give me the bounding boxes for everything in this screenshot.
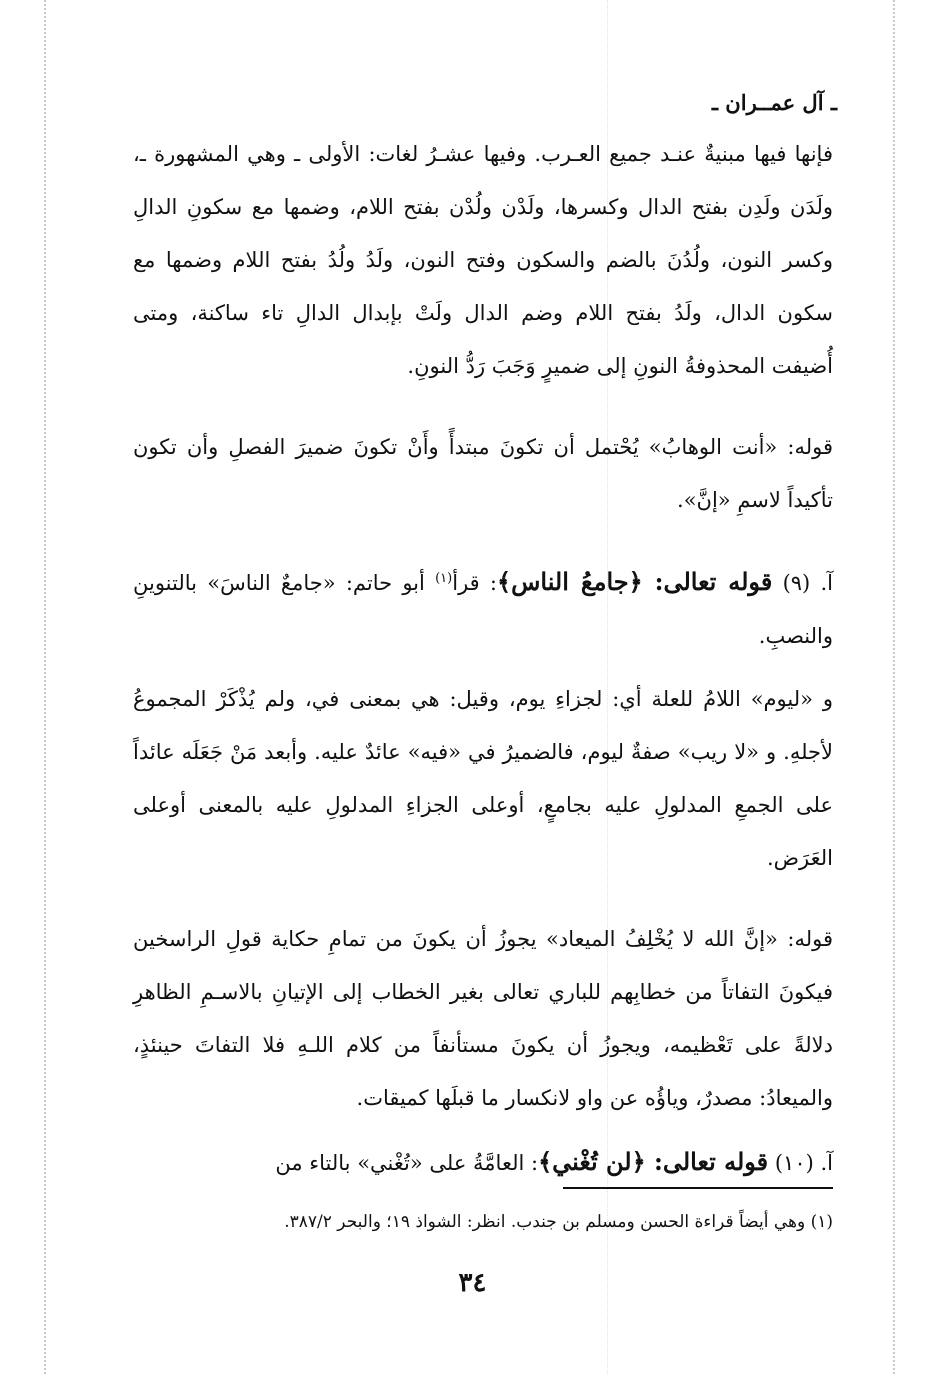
verse-heading: قوله تعالى: ﴿جامعُ الناس﴾: [497, 567, 773, 596]
paragraph-2: قوله: «أنت الوهابُ» يُحْتمل أن تكونَ مبتدأً وأَنْ تكونَ ضميرَ الفصلِ وأن تكون تأكيداً لاسمِ «إنَّ».: [133, 435, 833, 512]
paragraph-5: قوله: «إنَّ الله لا يُخْلِفُ الميعاد» يجوزُ أن يكونَ من تمامِ حكاية قولِ الراسخين فيكونَ التفاتاً من خطابِهم للباري تعالى بغير الخطاب إلى الإتيانِ بالاسـمِ الظاهرِ دلالةً على تَعْظيمه، ويجوزُ أن يكونَ مستأنفاً من كلام اللـهِ فلا التفاتَ حينئذٍ، والميعادُ: مصدرٌ، وياؤُه عن واو لانكسار ما قبلَها كميقات.: [133, 927, 833, 1110]
verse-heading: قوله تعالى: ﴿لن تُغْني﴾: [538, 1147, 769, 1176]
running-head: ـ آل عمــران ـ: [711, 90, 837, 115]
footnote-marker[interactable]: (١): [435, 571, 453, 586]
main-text: [133, 128, 833, 1190]
footnote: (١) وهي أيضاً قراءة الحسن ومسلم بن جندب. انظر: الشواذ ١٩؛ والبحر ٣٨٧/٢.: [284, 1212, 833, 1232]
verse-number: آ. (٩): [782, 571, 833, 595]
paragraph-1: فإنها فيها مبنيةٌ عنـد جميع العـرب. وفيها عشـرُ لغات: الأولى ـ وهي المشهورة ـ، ولَدَن ولَدِن بفتح الدال وكسرها، ولَدْن ولُدْن بفتح اللام، وضمها مع سكونِ الدالِ وكسر النون، ولُدُنَ بالضم والسكون وفتح النون، ولَدُ ولُدُ بفتح اللام وضمها مع سكون الدال، ولَدُ بفتح اللام وضم الدال ولَتْ بإبدال الدالِ تاء ساكنة، ومتى أُضيفت المحذوفةُ النونِ إلى ضميرٍ وَجَبَ رَدُّ النونِ.: [133, 142, 833, 378]
scan-edge-left: [44, 0, 46, 1374]
page-number: ٣٤: [458, 1268, 487, 1298]
paragraph-3: [133, 555, 833, 663]
verse-number: آ. (١٠): [774, 1151, 833, 1175]
paragraph-3-intro: : قرأ: [452, 571, 498, 595]
scan-edge-right: [893, 0, 895, 1374]
footnote-divider: [563, 1187, 833, 1189]
paragraph-6-text: : العامَّةُ على «تُغْني» بالتاء من: [275, 1151, 539, 1175]
paragraph-3-text: أبو حاتم: «جامعٌ الناسَ» بالتنوينِ والنصبِ.: [133, 571, 833, 648]
paragraph-6: [133, 1135, 833, 1190]
paragraph-4: و «ليوم» اللامُ للعلة أي: لجزاءِ يوم، وقيل: هي بمعنى في، ولم يُذْكَرْ المجموعُ لأجلهِ. و «لا ريب» صفةٌ ليوم، فالضميرُ في «فيه» عائدٌ عليه. وأبعد مَنْ جَعَلَه عائداً على الجمعِ المدلولِ عليه بجامعٍ، أوعلى الجزاءِ المدلولِ عليه بالمعنى أوعلى العَرَض.: [133, 687, 833, 870]
